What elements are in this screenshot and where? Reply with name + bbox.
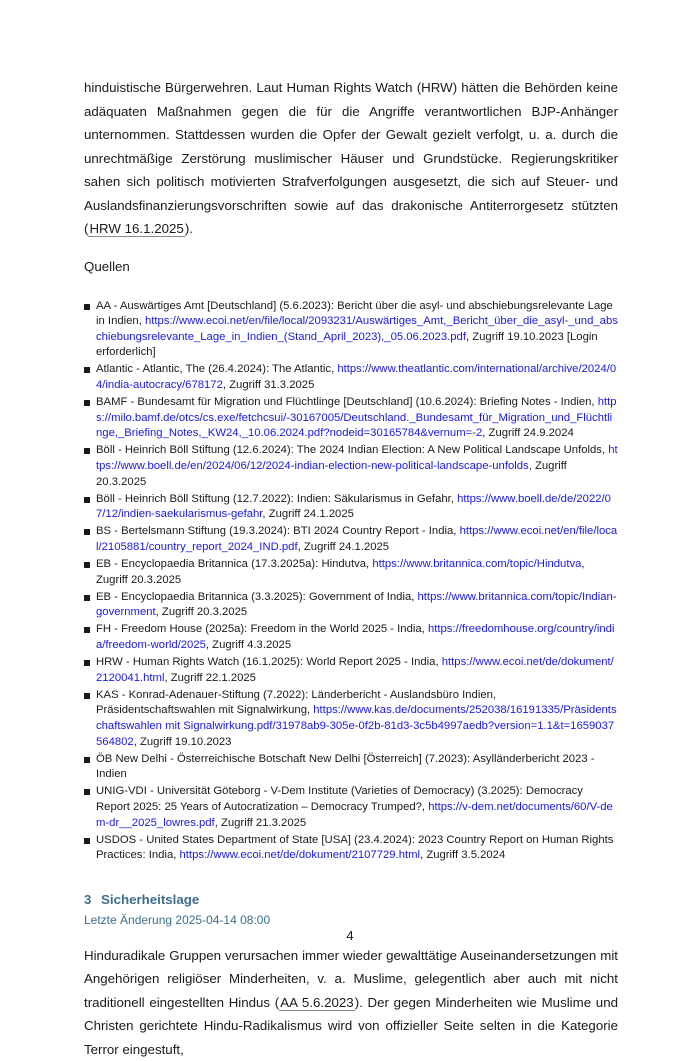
source-access-date: , Zugriff 24.9.2024 xyxy=(482,427,574,440)
source-item xyxy=(96,688,618,750)
source-access-date: , Zugriff 31.3.2025 xyxy=(222,378,315,391)
reference-hrw-link[interactable]: HRW 16.1.2025 xyxy=(89,221,184,236)
section-number: 3 xyxy=(84,891,92,907)
source-access-date: , Zugriff 19.10.2023 [Login erforderlich] xyxy=(96,330,598,359)
section-last-changed: Letzte Änderung 2025-04-14 08:00 xyxy=(84,912,271,927)
source-item xyxy=(96,655,618,686)
source-access-date: , Zugriff 22.1.2025 xyxy=(164,671,256,684)
source-access-date: , Zugriff 4.3.2025 xyxy=(205,638,292,651)
sources-list xyxy=(84,299,618,864)
source-item xyxy=(96,524,618,555)
intro-text: hinduistische Bürgerwehren. Laut Human Rights Watch (HRW) hätten die Behörden keine adäquaten Maßnahmen gegen die für die Angriffe verantwortlichen BJP-Anhänger unternommen. Stattdessen wurden die Opfer der Gewalt gezielt verfolgt, u. a. durch die unrechtmäßige Zerstörung muslimischer Häuser und Grundstücke. Regierungskritiker sahen sich politisch motivierten Strafverfolgungen ausgesetzt, die sich auf Steuer- und Auslandsfinanzierungsvorschriften sowie auf das drakonische Antiterrorgesetz stützten ( xyxy=(84,80,618,236)
source-text: Atlantic - Atlantic, The (26.4.2024): The Atlantic, xyxy=(96,363,338,376)
source-item xyxy=(96,833,618,864)
source-link[interactable]: https://v-dem.net/documents/60/V-dem-dr__2025_lowres.pdf xyxy=(96,800,613,829)
source-text: BS - Bertelsmann Stiftung (19.3.2024): BTI 2024 Country Report - India, xyxy=(96,525,460,538)
source-text: AA - Auswärtiges Amt [Deutschland] (5.6.2023): Bericht über die asyl- und abschiebungsrelevante Lage in Indien, xyxy=(96,299,613,328)
source-access-date: , Zugriff 21.3.2025 xyxy=(214,816,307,829)
source-access-date: , Zugriff 20.3.2025 xyxy=(155,606,248,619)
source-item xyxy=(96,557,618,588)
source-link[interactable]: https://www.ecoi.net/en/file/local/2105881/country_report_2024_IND.pdf xyxy=(96,525,618,553)
source-text: EB - Encyclopaedia Britannica (3.3.2025): Government of India, xyxy=(96,590,418,603)
section-heading xyxy=(84,890,618,910)
source-item xyxy=(96,395,618,442)
source-link[interactable]: https://www.ecoi.net/en/file/local/2093231/Auswärtiges_Amt,_Bericht_über_die_asyl-_und_abschiebungsrelevante_Lage_in_Indien_(Stand_April_2023),_05.06.2023.pdf xyxy=(96,315,618,343)
source-access-date: , Zugriff 20.3.2025 xyxy=(96,459,567,488)
source-text: Böll - Heinrich Böll Stiftung (12.7.2022): Indien: Säkularismus in Gefahr, xyxy=(96,492,458,505)
section-title: Sicherheitslage xyxy=(101,891,200,907)
source-text: BAMF - Bundesamt für Migration und Flüchtlinge [Deutschland] (10.6.2024): Briefing Notes - Indien, xyxy=(96,396,598,409)
source-text: FH - Freedom House (2025a): Freedom in the World 2025 - India, xyxy=(96,623,428,636)
source-access-date: , Zugriff 24.1.2025 xyxy=(297,540,390,553)
source-text: HRW - Human Rights Watch (16.1.2025): World Report 2025 - India, xyxy=(96,656,442,669)
source-link[interactable]: https://milo.bamf.de/otcs/cs.exe/fetchcsui/-30167005/Deutschland._Bundesamt_für_Migration_und_Flüchtlinge,_Briefing_Notes,_KW24,_10.06.2024.pdf?nodeid=30165784&vernum=-2 xyxy=(96,396,617,440)
source-text: USDOS - United States Department of State [USA] (23.4.2024): 2023 Country Report on Human Rights Practices: India, xyxy=(96,833,614,862)
source-link[interactable]: https://www.kas.de/documents/252038/16191335/Präsidentschaftswahlen mit Signalwirkung.pdf/31978ab9-305e-0f2b-81d3-3c5b4997aedb?version=1.1&t=1659037564802 xyxy=(96,704,617,748)
section-text: Hinduradikale Gruppen verursachen immer wieder gewalttätige Auseinandersetzungen mit Angehörigen religiöser Minderheiten, v. a. Muslime, gelegentlich aber auch mit nicht traditionell eingestellten Hindus ( xyxy=(84,947,618,1010)
source-access-date: , Zugriff 20.3.2025 xyxy=(96,558,585,586)
reference-aa-link[interactable]: AA 5.6.2023 xyxy=(280,994,354,1010)
source-link[interactable]: https://www.ecoi.net/de/dokument/2120041.html xyxy=(96,656,614,684)
source-text: ÖB New Delhi - Österreichische Botschaft New Delhi [Österreich] (7.2023): Asylländerbericht 2023 - Indien xyxy=(96,752,595,781)
source-item xyxy=(96,299,618,361)
source-link[interactable]: https://www.ecoi.net/de/dokument/2107729.html xyxy=(179,849,421,862)
source-access-date: , Zugriff 3.5.2024 xyxy=(420,849,506,862)
intro-text-end: ). xyxy=(184,221,193,236)
source-item xyxy=(96,590,618,621)
source-item xyxy=(96,752,618,783)
source-access-date: , Zugriff 24.1.2025 xyxy=(262,508,354,521)
source-text: EB - Encyclopaedia Britannica (17.3.2025a): Hindutva, xyxy=(96,558,373,570)
section-paragraph xyxy=(84,944,618,1061)
source-link[interactable]: https://www.britannica.com/topic/Hindutva xyxy=(372,558,582,570)
section-text-end: ). Der gegen Minderheiten wie Muslime und Christen gerichtete Hindu-Radikalismus wird von offizieller Seite selten in die Kategorie Terror eingestuft, xyxy=(84,994,618,1057)
source-item xyxy=(96,443,618,490)
source-link[interactable]: https://www.britannica.com/topic/Indian-government xyxy=(96,590,617,619)
source-text: Böll - Heinrich Böll Stiftung (12.6.2024): The 2024 Indian Election: A New Political Landscape Unfolds, xyxy=(96,444,609,457)
source-link[interactable]: https://www.boell.de/en/2024/06/12/2024-indian-election-new-political-landscape-unfolds xyxy=(96,444,618,472)
source-text: UNIG-VDI - Universität Göteborg - V-Dem Institute (Varieties of Democracy) (3.2025): Democracy Report 2025: 25 Years of Autocratization – Democracy Trumped?, xyxy=(96,785,583,813)
page-number: 4 xyxy=(346,928,354,943)
source-item xyxy=(96,362,618,393)
source-link[interactable]: https://freedomhouse.org/country/india/freedom-world/2025 xyxy=(96,623,615,651)
sources-heading: Quellen xyxy=(84,258,130,274)
source-link[interactable]: https://www.boell.de/de/2022/07/12/indien-saekularismus-gefahr xyxy=(96,492,611,521)
source-item xyxy=(96,622,618,653)
source-link[interactable]: https://www.theatlantic.com/international/archive/2024/04/india-autocracy/678172 xyxy=(96,363,617,391)
source-access-date: , Zugriff 19.10.2023 xyxy=(133,735,232,748)
intro-paragraph xyxy=(84,76,618,241)
source-item xyxy=(96,784,618,831)
source-text: KAS - Konrad-Adenauer-Stiftung (7.2022): Länderbericht - Auslandsbüro Indien, Präsidentschaftswahlen mit Signalwirkung, xyxy=(96,688,497,717)
source-item xyxy=(96,492,618,523)
page-content xyxy=(84,76,618,1061)
